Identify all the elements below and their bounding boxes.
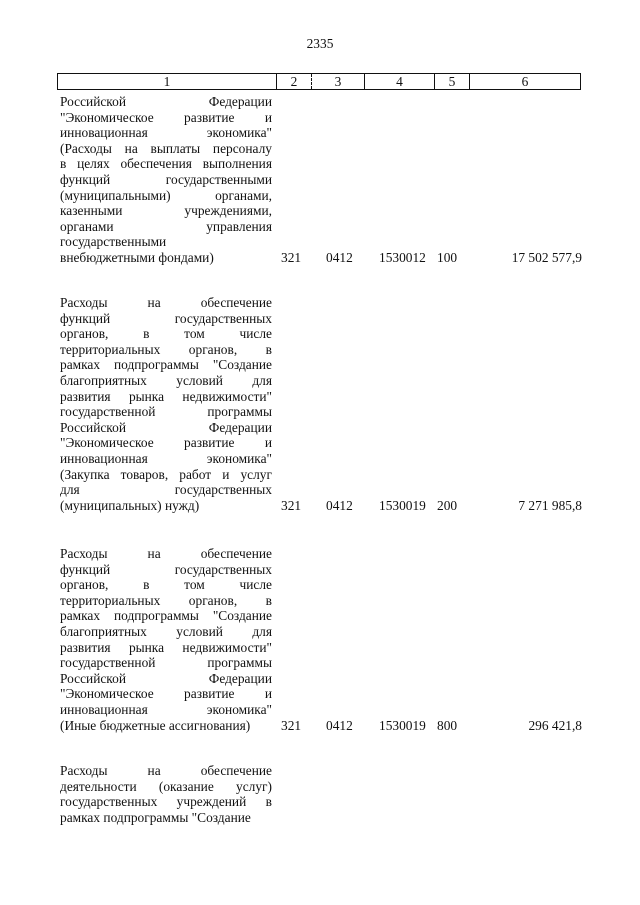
description-line: государственными xyxy=(60,234,167,250)
description-line: развития рынка недвижимости" xyxy=(60,388,272,404)
description-line: деятельности (оказание услуг) xyxy=(60,778,272,794)
cell-expense-type: 800 xyxy=(437,717,458,733)
description-line: (муниципальных) нужд) xyxy=(60,497,200,513)
cell-target-article: 1530019 xyxy=(379,717,426,733)
table-header xyxy=(57,73,581,90)
description-line: инновационная экономика" xyxy=(60,450,272,466)
description-line: Расходы на обеспечение xyxy=(60,763,272,778)
cell-section-code: 0412 xyxy=(326,717,353,733)
description-line: рамках подпрограммы "Создание xyxy=(60,608,272,624)
page-number: 2335 xyxy=(306,36,334,51)
description-line: Российской Федерации xyxy=(60,94,272,109)
cell-expense-type: 100 xyxy=(437,250,458,265)
description-line: благоприятных условий для xyxy=(60,623,272,639)
header-col-4: 4 xyxy=(364,74,434,89)
description-line: территориальных органов, в xyxy=(60,592,272,608)
header-col-3: 3 xyxy=(311,74,364,89)
header-col-6: 6 xyxy=(469,74,580,89)
description-line: (Закупка товаров, работ и услуг xyxy=(60,466,272,482)
cell-ministry-code: 321 xyxy=(281,250,302,265)
description-line: функций государственных xyxy=(60,561,272,577)
description-line: Расходы на обеспечение xyxy=(60,546,272,561)
cell-target-article: 1530012 xyxy=(379,250,426,265)
description-line: Российской Федерации xyxy=(60,419,272,435)
row-description xyxy=(60,295,272,513)
description-line: Расходы на обеспечение xyxy=(60,295,272,310)
cell-amount: 296 421,8 xyxy=(528,717,582,733)
description-line: для государственных xyxy=(60,482,272,498)
description-line: рамках подпрограммы "Создание xyxy=(60,809,251,825)
description-line: благоприятных условий для xyxy=(60,372,272,388)
cell-expense-type: 200 xyxy=(437,497,458,513)
cell-amount: 7 271 985,8 xyxy=(518,497,582,513)
header-col-5: 5 xyxy=(434,74,469,89)
description-line: (Расходы на выплаты персоналу xyxy=(60,140,272,156)
description-line: инновационная экономика" xyxy=(60,125,272,141)
description-line: функций государственных xyxy=(60,310,272,326)
cell-section-code: 0412 xyxy=(326,497,353,513)
description-line: (муниципальными) органами, xyxy=(60,187,272,203)
description-line: государственной программы xyxy=(60,404,272,420)
description-line: казенными учреждениями, xyxy=(60,203,272,219)
cell-ministry-code: 321 xyxy=(281,717,302,733)
description-line: государственной программы xyxy=(60,655,272,671)
row-description xyxy=(60,763,272,825)
description-line: органами управления xyxy=(60,218,272,234)
description-line: государственных учреждений в xyxy=(60,794,272,810)
description-line: органов, в том числе xyxy=(60,326,272,342)
description-line: Российской Федерации xyxy=(60,670,272,686)
description-line: территориальных органов, в xyxy=(60,341,272,357)
description-line: развития рынка недвижимости" xyxy=(60,639,272,655)
cell-section-code: 0412 xyxy=(326,250,353,265)
description-line: "Экономическое развитие и xyxy=(60,109,272,125)
cell-ministry-code: 321 xyxy=(281,497,302,513)
header-col-2: 2 xyxy=(276,74,311,89)
description-line: внебюджетными фондами) xyxy=(60,249,214,265)
description-line: рамках подпрограммы "Создание xyxy=(60,357,272,373)
row-description xyxy=(60,94,272,266)
cell-amount: 17 502 577,9 xyxy=(511,250,582,265)
description-line: инновационная экономика" xyxy=(60,701,272,717)
description-line: (Иные бюджетные ассигнования) xyxy=(60,717,251,733)
description-line: "Экономическое развитие и xyxy=(60,686,272,702)
description-line: функций государственными xyxy=(60,171,272,187)
row-description xyxy=(60,546,272,733)
description-line: "Экономическое развитие и xyxy=(60,435,272,451)
description-line: в целях обеспечения выполнения xyxy=(60,156,272,172)
cell-target-article: 1530019 xyxy=(379,497,426,513)
header-col-1: 1 xyxy=(163,74,171,89)
description-line: органов, в том числе xyxy=(60,577,272,593)
